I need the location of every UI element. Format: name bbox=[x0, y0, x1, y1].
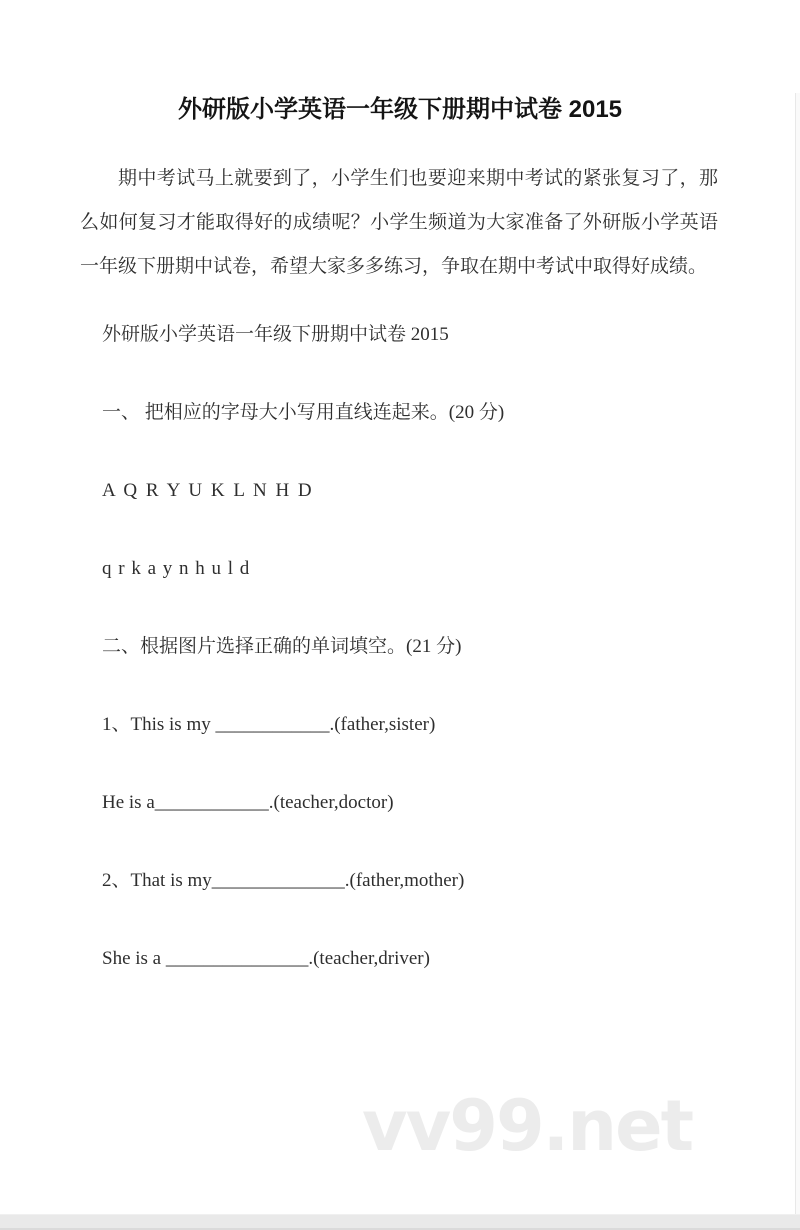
page-bottom-edge bbox=[0, 1214, 800, 1230]
paper-subtitle: 外研版小学英语一年级下册期中试卷 2015 bbox=[102, 324, 449, 345]
uppercase-letters-row: A Q R Y U K L N H D bbox=[102, 480, 314, 501]
page-right-edge bbox=[795, 93, 800, 1215]
intro-line-1: 期中考试马上就要到了，小学生们也要迎来期中考试的紧张复习了，那 bbox=[118, 168, 718, 189]
lowercase-letters-row: q r k a y n h u l d bbox=[102, 558, 251, 579]
section-2-heading: 二、根据图片选择正确的单词填空。(21 分) bbox=[102, 636, 462, 657]
document-page bbox=[0, 93, 800, 1167]
intro-line-3: 一年级下册期中试卷，希望大家多多练习，争取在期中考试中取得好成绩。 bbox=[80, 256, 708, 277]
section-1-heading: 一、 把相应的字母大小写用直线连起来。(20 分) bbox=[102, 402, 505, 423]
page-title: 外研版小学英语一年级下册期中试卷 2015 bbox=[177, 96, 623, 123]
question-2-sentence-1: 2、That is my______________.(father,mother) bbox=[102, 870, 465, 891]
site-watermark: vv99.net bbox=[362, 1085, 693, 1167]
intro-paragraph bbox=[80, 157, 718, 289]
question-1-sentence-2: He is a____________.(teacher,doctor) bbox=[102, 792, 394, 813]
question-2-sentence-2: She is a _______________.(teacher,driver) bbox=[102, 948, 430, 969]
question-1-sentence-1: 1、This is my ____________.(father,sister) bbox=[102, 714, 436, 735]
intro-line-2: 么如何复习才能取得好的成绩呢？小学生频道为大家准备了外研版小学英语 bbox=[80, 212, 718, 233]
